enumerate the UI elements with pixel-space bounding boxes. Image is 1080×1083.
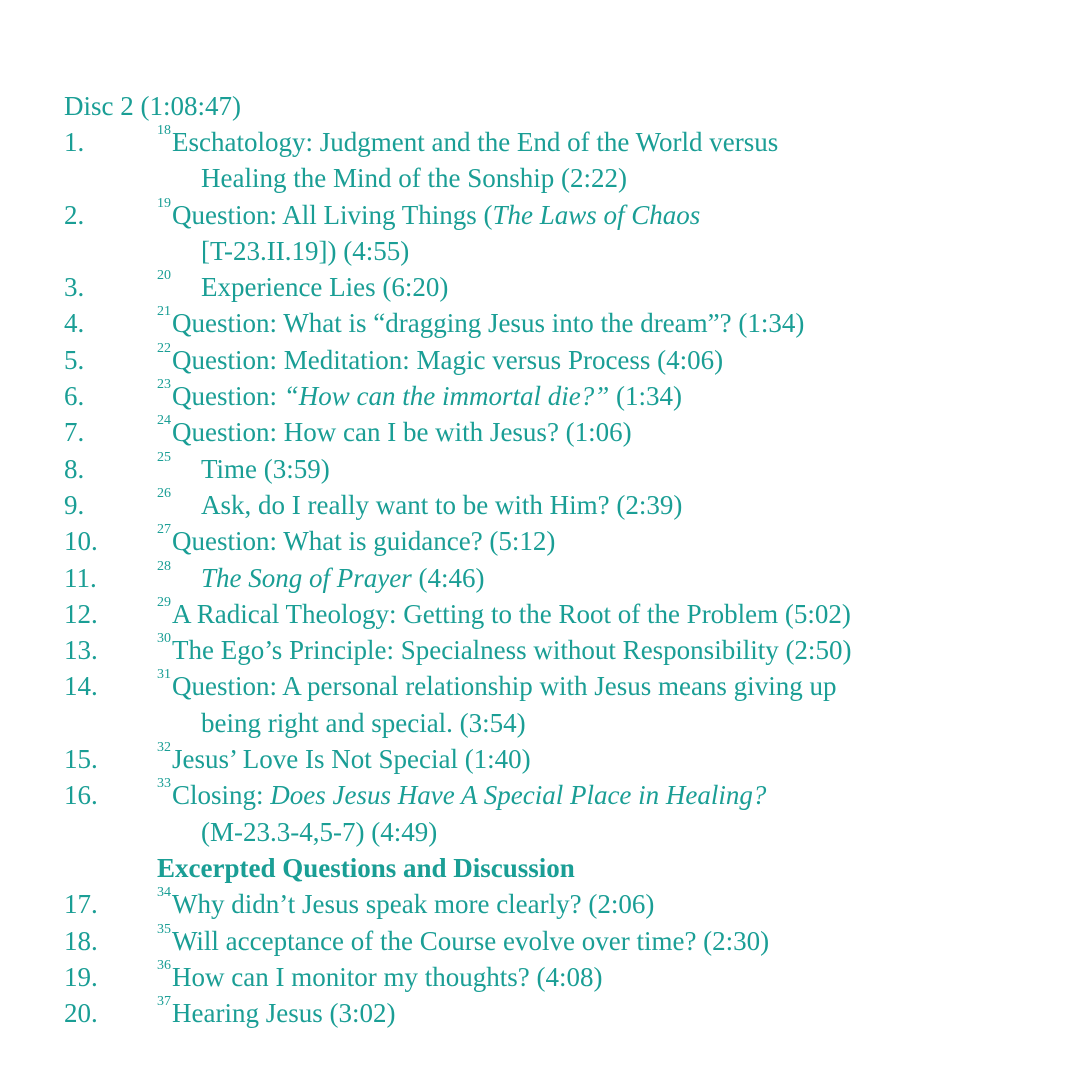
track-title-continued: being right and special. (3:54) xyxy=(201,707,526,738)
track-list xyxy=(0,124,1080,1031)
track-title-part: (4:46) xyxy=(411,562,485,593)
excerpt-heading: Excerpted Questions and Discussion xyxy=(157,852,575,883)
track-title-part: Closing: xyxy=(172,780,271,811)
track-title-italic: “How can the immortal die?” xyxy=(283,381,610,412)
track-index: 21 xyxy=(157,304,171,320)
track-title: Jesus’ Love Is Not Special (1:40) xyxy=(172,744,531,775)
track-number: 17. xyxy=(64,889,98,920)
track-number: 20. xyxy=(64,998,98,1029)
track-number: 7. xyxy=(64,417,85,448)
track-index: 23 xyxy=(157,377,171,393)
track-index: 37 xyxy=(157,994,171,1010)
track-title: Question: What is guidance? (5:12) xyxy=(172,526,556,557)
track-row xyxy=(0,777,1080,813)
track-number: 1. xyxy=(64,127,85,157)
track-title: Question: What is “dragging Jesus into the dream”? (1:34) xyxy=(172,308,805,339)
track-index: 32 xyxy=(157,740,171,756)
track-title-italic: The Laws of Chaos xyxy=(492,199,701,230)
track-title: How can I monitor my thoughts? (4:08) xyxy=(172,961,603,992)
track-title-part: Question: xyxy=(172,381,284,412)
track-index: 18 xyxy=(157,123,171,138)
track-number: 6. xyxy=(64,381,85,412)
track-title xyxy=(172,777,766,813)
track-title: Will acceptance of the Course evolve over time? (2:30) xyxy=(172,925,770,956)
track-index: 30 xyxy=(157,631,171,647)
track-title: Question: A personal relationship with Jesus means giving up xyxy=(172,671,837,702)
track-title-continued: Healing the Mind of the Sonship (2:22) xyxy=(201,163,627,194)
track-number: 4. xyxy=(64,308,85,339)
track-number: 16. xyxy=(64,780,98,811)
track-number: 10. xyxy=(64,526,98,557)
track-index: 24 xyxy=(157,413,171,429)
track-row xyxy=(0,197,1080,233)
track-title-continued: [T-23.II.19]) (4:55) xyxy=(201,235,410,266)
track-index: 31 xyxy=(157,667,171,683)
track-number: 3. xyxy=(64,272,85,303)
track-title xyxy=(172,378,682,414)
track-title: Time (3:59) xyxy=(201,453,330,484)
track-title xyxy=(201,560,484,596)
track-index: 26 xyxy=(157,485,171,501)
track-title-italic: The Song of Prayer xyxy=(201,562,412,593)
disc-title: Disc 2 (1:08:47) xyxy=(64,91,241,121)
track-index: 33 xyxy=(157,776,171,792)
track-title: Question: How can I be with Jesus? (1:06) xyxy=(172,417,632,448)
track-row xyxy=(0,124,1080,160)
track-continuation xyxy=(0,814,1080,850)
track-number: 18. xyxy=(64,925,98,956)
track-index: 28 xyxy=(157,558,171,574)
track-index: 25 xyxy=(157,449,171,465)
track-number: 12. xyxy=(64,598,98,629)
track-title: The Ego’s Principle: Specialness without Responsibility (2:50) xyxy=(172,635,852,666)
track-number: 19. xyxy=(64,961,98,992)
track-title-italic: Does Jesus Have A Special Place in Healing? xyxy=(270,780,767,811)
track-number: 13. xyxy=(64,635,98,666)
track-title: Question: Meditation: Magic versus Process (4:06) xyxy=(172,344,724,375)
track-number: 2. xyxy=(64,199,85,230)
track-index: 19 xyxy=(157,195,171,211)
track-number: 8. xyxy=(64,453,85,484)
track-title: Hearing Jesus (3:02) xyxy=(172,998,396,1029)
track-number: 5. xyxy=(64,344,85,375)
track-title: Eschatology: Judgment and the End of the World versus xyxy=(172,127,779,157)
track-number: 11. xyxy=(64,562,97,593)
track-index: 34 xyxy=(157,885,171,901)
track-title xyxy=(172,197,700,233)
track-number: 14. xyxy=(64,671,98,702)
track-number: 15. xyxy=(64,744,98,775)
track-index: 22 xyxy=(157,340,171,356)
track-title: Ask, do I really want to be with Him? (2:39) xyxy=(201,489,683,520)
track-index: 35 xyxy=(157,921,171,937)
track-number: 9. xyxy=(64,489,85,520)
track-title-continued: (M-23.3-4,5-7) (4:49) xyxy=(201,816,438,847)
track-title: Why didn’t Jesus speak more clearly? (2:06) xyxy=(172,889,655,920)
track-title: Experience Lies (6:20) xyxy=(201,272,449,303)
track-index: 27 xyxy=(157,522,171,538)
track-index: 20 xyxy=(157,268,171,284)
track-title-part: (1:34) xyxy=(609,381,682,412)
track-title-part: Question: All Living Things ( xyxy=(172,199,493,230)
track-row xyxy=(0,668,1080,704)
track-index: 36 xyxy=(157,957,171,973)
track-title: A Radical Theology: Getting to the Root of the Problem (5:02) xyxy=(172,598,851,629)
track-row xyxy=(0,995,1080,1031)
track-index: 29 xyxy=(157,594,171,610)
